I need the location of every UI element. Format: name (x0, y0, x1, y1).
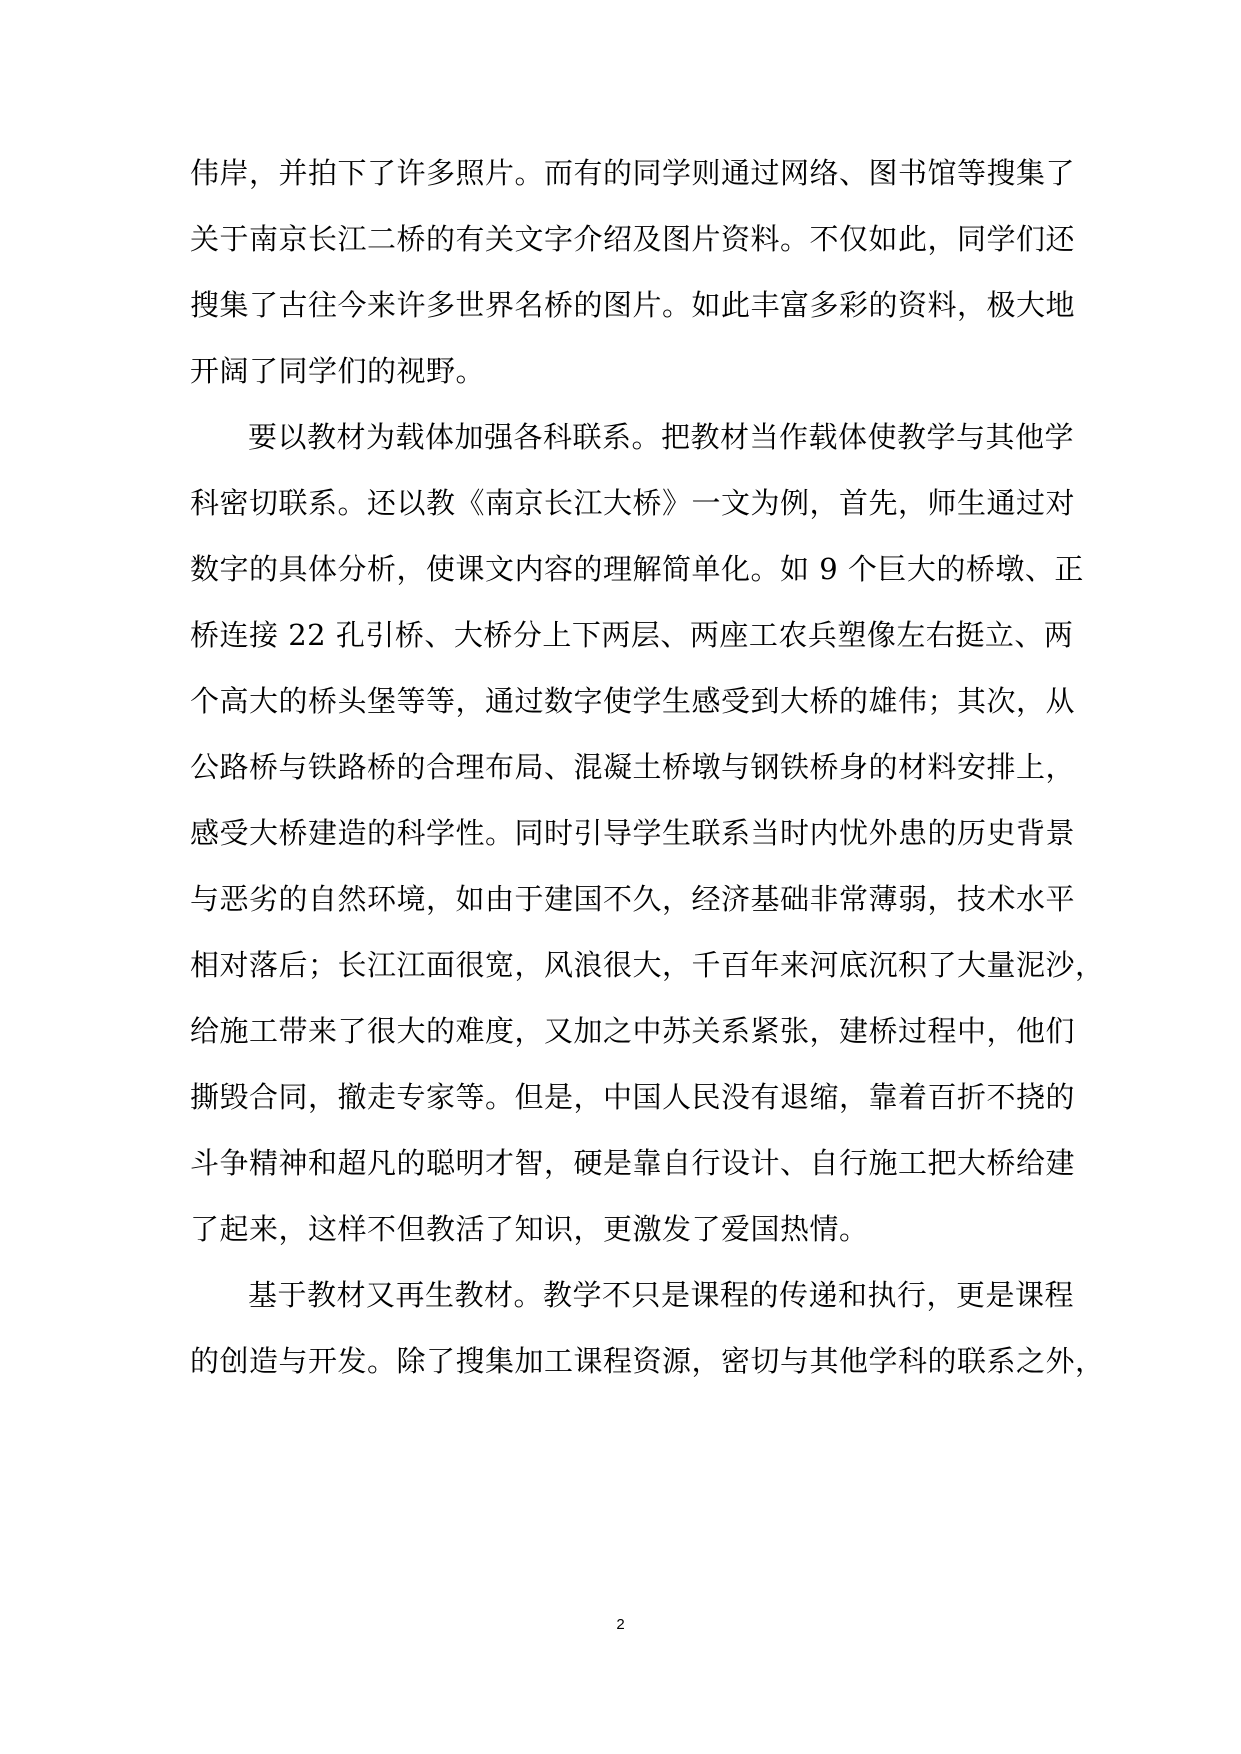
page-number: 2 (616, 1616, 625, 1633)
text-line: 开阔了同学们的视野。 (190, 354, 486, 388)
text-line: 的创造与开发。除了搜集加工课程资源，密切与其他学科的联系之外， (190, 1344, 1105, 1378)
text-line: 个高大的桥头堡等等，通过数字使学生感受到大桥的雄伟；其次，从 (190, 684, 1076, 718)
text-line: 基于教材又再生教材。教学不只是课程的传递和执行，更是课程 (248, 1278, 1075, 1312)
text-line: 要以教材为载体加强各科联系。把教材当作载体使教学与其他学 (248, 420, 1075, 454)
text-line: 了起来，这样不但教活了知识，更激发了爱国热情。 (190, 1212, 869, 1246)
text-line: 给施工带来了很大的难度，又加之中苏关系紧张，建桥过程中，他们 (190, 1014, 1076, 1048)
text-line: 相对落后；长江江面很宽，风浪很大，千百年来河底沉积了大量泥沙， (190, 948, 1105, 982)
text-line: 伟岸，并拍下了许多照片。而有的同学则通过网络、图书馆等搜集了 (190, 156, 1076, 190)
text-line: 感受大桥建造的科学性。同时引导学生联系当时内忧外患的历史背景 (190, 816, 1076, 850)
text-line: 数字的具体分析，使课文内容的理解简单化。如 9 个巨大的桥墩、正 (190, 552, 1084, 586)
text-line: 撕毁合同，撤走专家等。但是，中国人民没有退缩，靠着百折不挠的 (190, 1080, 1076, 1114)
text-line: 搜集了古往今来许多世界名桥的图片。如此丰富多彩的资料，极大地 (190, 288, 1076, 322)
text-line: 桥连接 22 孔引桥、大桥分上下两层、两座工农兵塑像左右挺立、两 (190, 618, 1074, 652)
body-text (190, 140, 1105, 1394)
text-line: 与恶劣的自然环境，如由于建国不久，经济基础非常薄弱，技术水平 (190, 882, 1076, 916)
text-line: 斗争精神和超凡的聪明才智，硬是靠自行设计、自行施工把大桥给建 (190, 1146, 1076, 1180)
text-line: 公路桥与铁路桥的合理布局、混凝土桥墩与钢铁桥身的材料安排上， (190, 750, 1076, 784)
text-line: 关于南京长江二桥的有关文字介绍及图片资料。不仅如此，同学们还 (190, 222, 1076, 256)
text-line: 科密切联系。还以教《南京长江大桥》一文为例，首先，师生通过对 (190, 486, 1076, 520)
